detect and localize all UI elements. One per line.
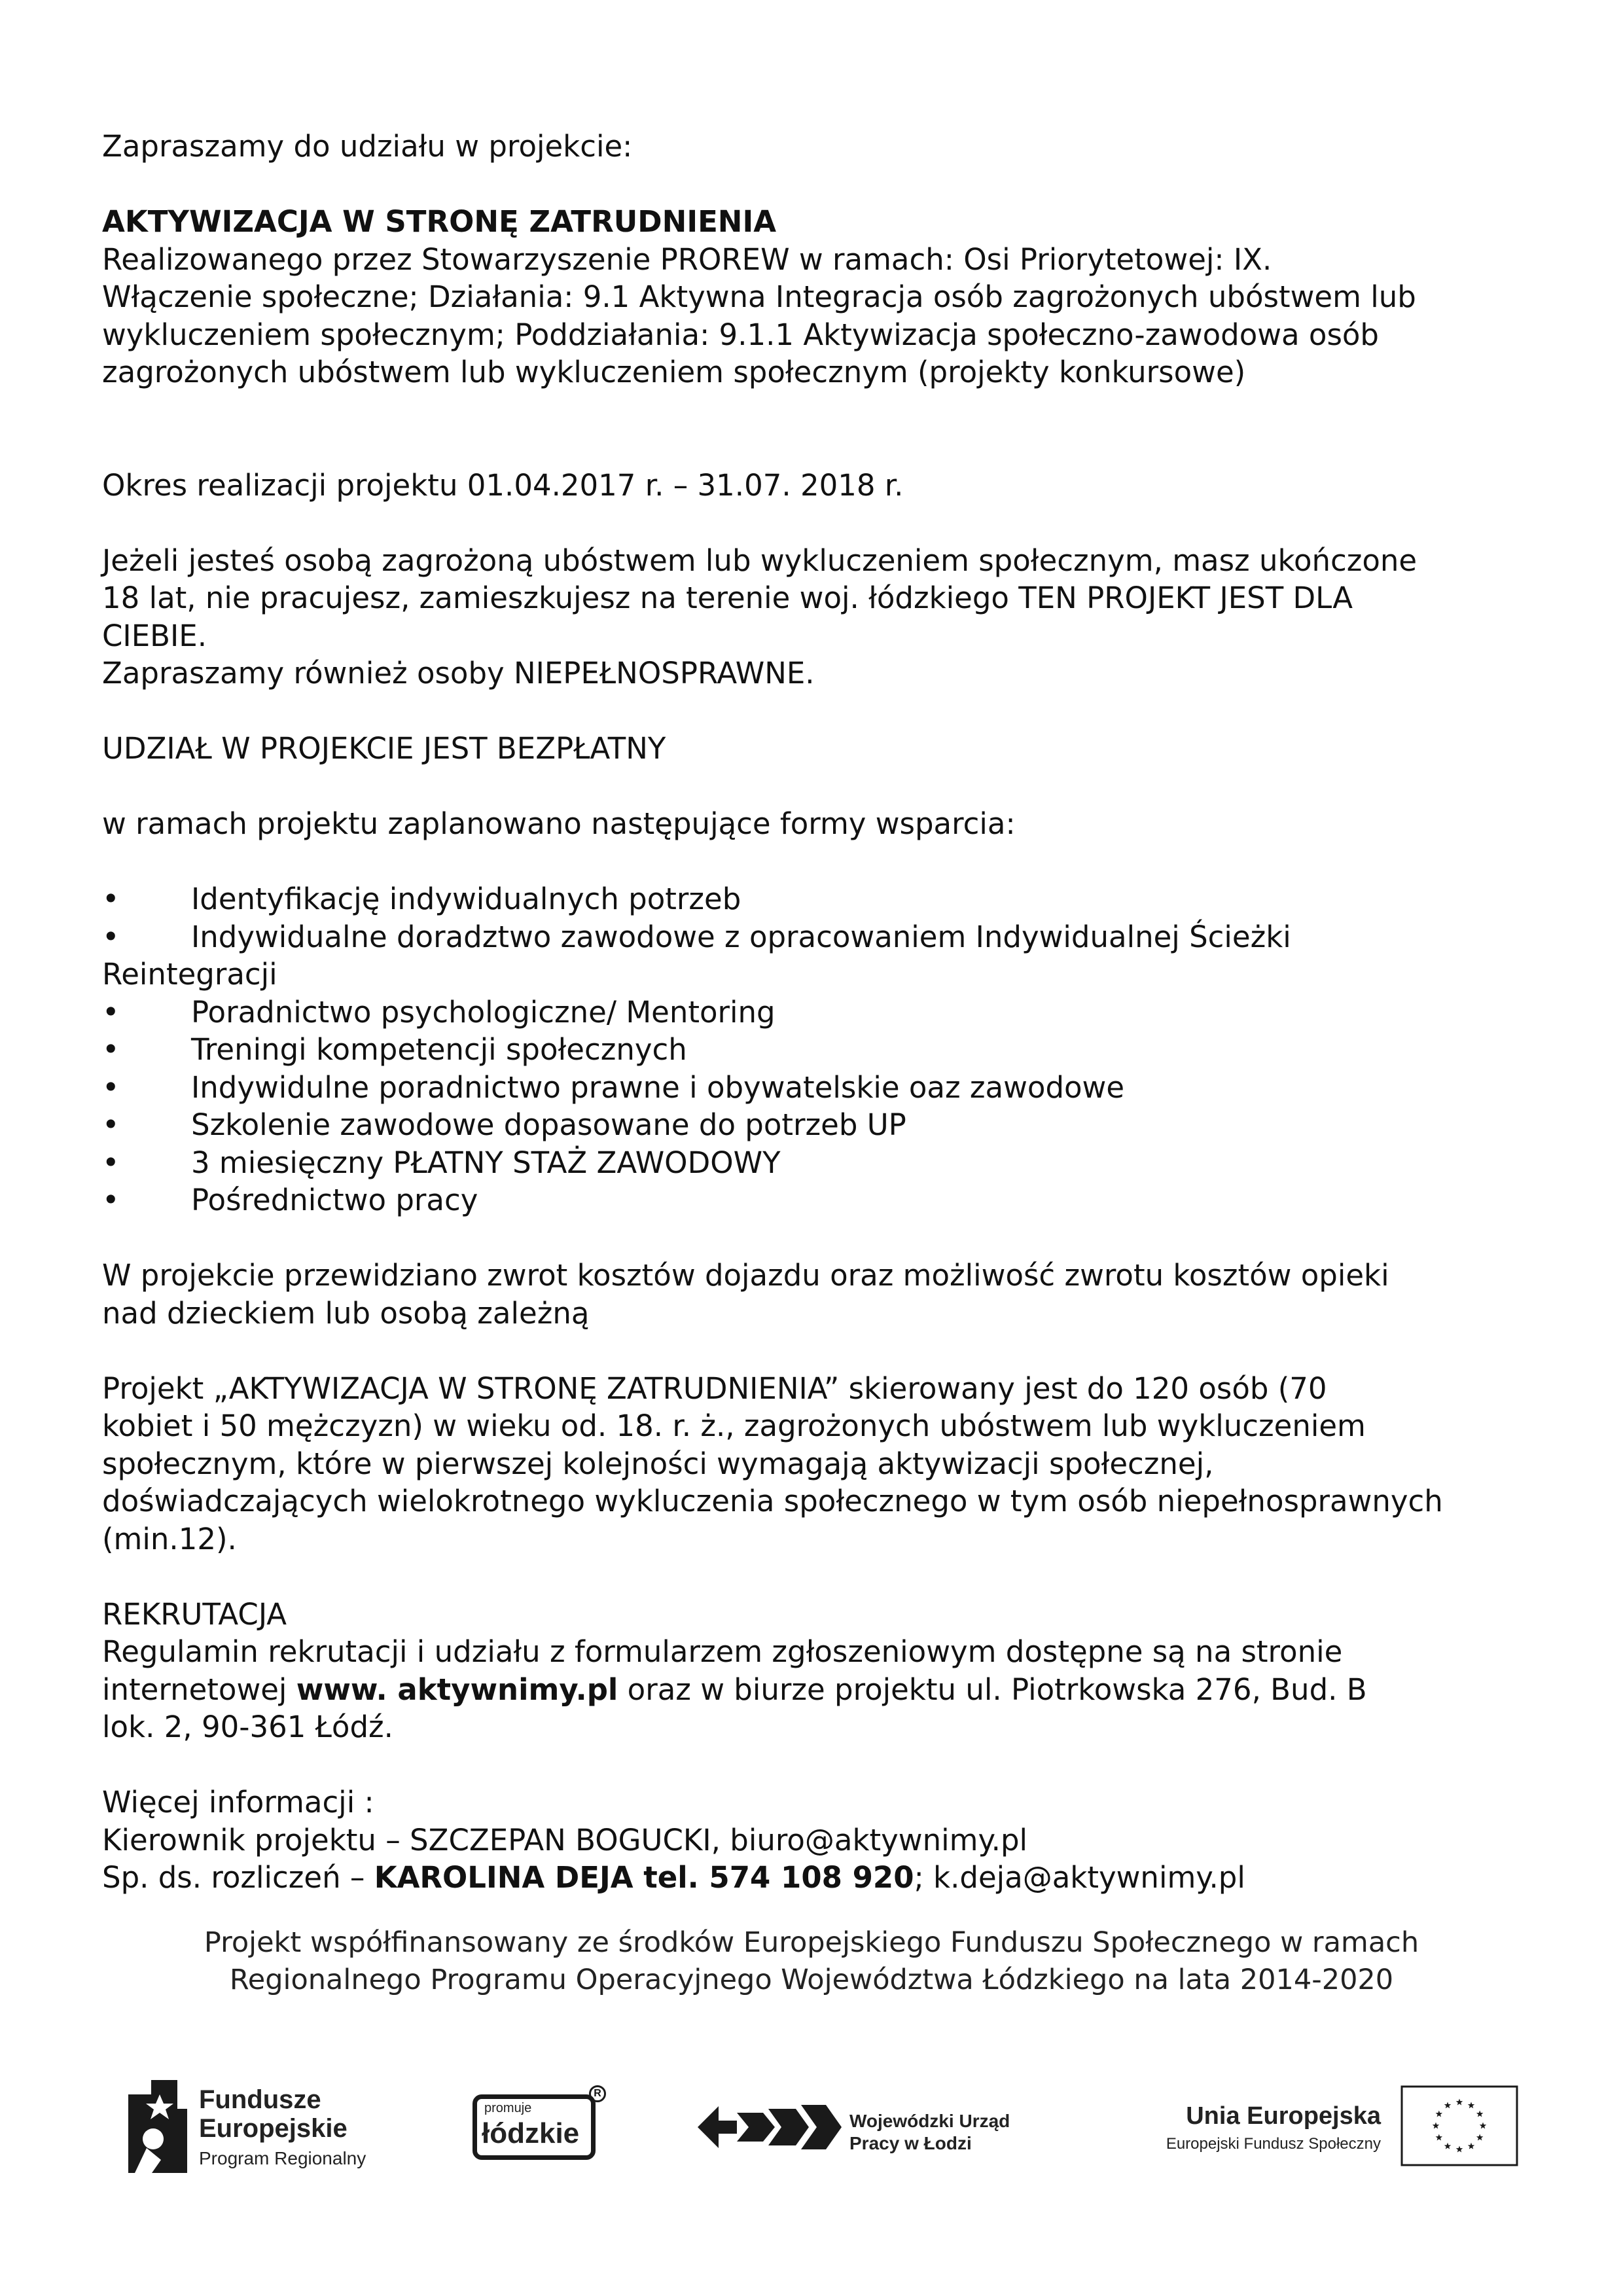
- ue-line-2: Europejski Fundusz Społeczny: [1166, 2135, 1381, 2153]
- wup-arrows-icon: [698, 2094, 842, 2160]
- fe-line-1: Fundusze: [199, 2085, 321, 2114]
- blank-line: [102, 429, 1529, 467]
- lodzkie-logo: [469, 2085, 619, 2170]
- fe-line-2: Europejskie: [199, 2114, 348, 2143]
- blank-line: [102, 843, 1529, 881]
- blank-line: [102, 391, 1529, 429]
- bullet-icon: •: [102, 1069, 120, 1105]
- cofinancing-note: [0, 1924, 1623, 1999]
- rekrutacja-heading: REKRUTACJA: [102, 1596, 287, 1632]
- rekrutacja-line-2-post: oraz w biurze projektu ul. Piotrkowska 276, Bud. B: [618, 1672, 1367, 1707]
- blank-line: [102, 692, 1529, 730]
- document-body: [102, 128, 1529, 1897]
- bullet-icon: •: [102, 919, 120, 954]
- blank-line: [102, 1746, 1529, 1784]
- unia-europejska-logo: [1106, 2081, 1518, 2179]
- list-item: [102, 994, 1529, 1031]
- blank-line: [102, 1219, 1529, 1257]
- list-item-text: Szkolenie zawodowe dopasowane do potrzeb UP: [191, 1107, 906, 1142]
- jezeli-line-3: CIEBIE.: [102, 618, 207, 653]
- registered-mark-icon: [589, 2085, 606, 2102]
- rekrutacja-line-1: Regulamin rekrutacji i udziału z formularzem zgłoszeniowym dostępne są na stronie: [102, 1634, 1343, 1669]
- rozliczen-pre: Sp. ds. rozliczeń –: [102, 1860, 374, 1895]
- rozliczen-name-phone: KAROLINA DEJA tel. 574 108 920: [374, 1860, 914, 1895]
- lodzkie-big-text: łódzkie: [482, 2117, 580, 2149]
- bullet-icon: •: [102, 1183, 120, 1217]
- list-item-text: 3 miesięczny PŁATNY STAŻ ZAWODOWY: [191, 1145, 781, 1180]
- list-item-text: Poradnictwo psychologiczne/ Mentoring: [191, 994, 776, 1030]
- formy-wsparcia-intro: w ramach projektu zaplanowano następujące formy wsparcia:: [102, 806, 1016, 841]
- bullet-icon: •: [102, 882, 120, 916]
- jezeli-line-2: 18 lat, nie pracujesz, zamieszkujesz na terenie woj. łódzkiego TEN PROJEKT JEST DLA: [102, 581, 1353, 615]
- list-item: [102, 1031, 1529, 1069]
- logo-strip: [0, 2062, 1623, 2193]
- projekt-line-5: (min.12).: [102, 1521, 237, 1556]
- fundusze-europejskie-logo: [122, 2075, 397, 2183]
- list-item-text: Treningi kompetencji społecznych: [191, 1032, 687, 1067]
- bullet-icon: •: [102, 1145, 120, 1180]
- project-title: AKTYWIZACJA W STRONĘ ZATRUDNIENIA: [102, 204, 777, 239]
- list-item: [102, 918, 1529, 956]
- projekt-line-2: kobiet i 50 mężczyzn) w wieku od. 18. r. ż., zagrożonych ubóstwem lub wykluczeniem: [102, 1408, 1366, 1443]
- jezeli-line-1: Jeżeli jesteś osobą zagrożoną ubóstwem lub wykluczeniem społecznym, masz ukończone: [102, 543, 1418, 578]
- registered-mark-letter: R: [594, 2088, 601, 2099]
- list-item-text: Indywidulne poradnictwo prawne i obywatelskie oaz zawodowe: [191, 1069, 1125, 1105]
- blank-line: [102, 1332, 1529, 1370]
- realizowanego-line-1: Realizowanego przez Stowarzyszenie PROREW w ramach: Osi Priorytetowej: IX.: [102, 242, 1272, 277]
- rekrutacja-line-2: [102, 1671, 1529, 1709]
- list-item: [102, 1144, 1529, 1182]
- zapraszamy-niepelnosprawne: Zapraszamy również osoby NIEPEŁNOSPRAWNE.: [102, 656, 815, 691]
- wiecej-informacji: Więcej informacji :: [102, 1785, 374, 1820]
- blank-line: [102, 166, 1529, 204]
- intro-text: Zapraszamy do udziału w projekcie:: [102, 129, 633, 164]
- blank-line: [102, 504, 1529, 542]
- eu-flag-icon: [1400, 2085, 1518, 2166]
- bullet-icon: •: [102, 1032, 120, 1067]
- rozliczen-email: ; k.deja@aktywnimy.pl: [914, 1860, 1245, 1895]
- website-link[interactable]: www. aktywnimy.pl: [296, 1672, 618, 1707]
- rekrutacja-line-2-pre: internetowej: [102, 1672, 296, 1707]
- list-item: [102, 1106, 1529, 1144]
- projekt-line-4: doświadczających wielokrotnego wykluczenia społecznego w tym osób niepełnosprawnych: [102, 1484, 1443, 1518]
- realizowanego-line-3: wykluczeniem społecznym; Poddziałania: 9.1.1 Aktywizacja społeczno-zawodowa osób: [102, 317, 1379, 352]
- zwrot-line-1: W projekcie przewidziano zwrot kosztów dojazdu oraz możliwość zwrotu kosztów opieki: [102, 1258, 1389, 1293]
- list-item-text: Identyfikację indywidualnych potrzeb: [191, 882, 741, 916]
- wup-lodz-logo: [698, 2094, 1038, 2166]
- bullet-icon: •: [102, 1107, 120, 1142]
- bullet-icon: •: [102, 994, 120, 1030]
- realizowanego-line-4: zagrożonych ubóstwem lub wykluczeniem społecznym (projekty konkursowe): [102, 355, 1246, 389]
- list-item-continuation: Reintegracji: [102, 957, 277, 992]
- cofinancing-line-2: Regionalnego Programu Operacyjnego Województwa Łódzkiego na lata 2014-2020: [229, 1964, 1394, 1996]
- projekt-line-1: Projekt „AKTYWIZACJA W STRONĘ ZATRUDNIENIA” skierowany jest do 120 osób (70: [102, 1371, 1327, 1406]
- list-item-text: Indywidualne doradztwo zawodowe z opracowaniem Indywidualnej Ścieżki: [191, 919, 1291, 954]
- list-item: [102, 1069, 1529, 1107]
- wup-line-1: Wojewódzki Urząd: [849, 2111, 1010, 2131]
- ue-line-1: Unia Europejska: [1186, 2102, 1381, 2130]
- fe-line-3: Program Regionalny: [199, 2148, 366, 2168]
- fundusze-europejskie-mark-icon: [122, 2075, 194, 2179]
- lodzkie-small-text: promuje: [484, 2101, 532, 2115]
- list-item: [102, 880, 1529, 918]
- blank-line: [102, 1558, 1529, 1596]
- zwrot-line-2: nad dzieckiem lub osobą zależną: [102, 1295, 590, 1331]
- wup-line-2: Pracy w Łodzi: [849, 2133, 972, 2153]
- kierownik-projektu: Kierownik projektu – SZCZEPAN BOGUCKI, biuro@aktywnimy.pl: [102, 1822, 1028, 1857]
- rozliczen-contact: [102, 1859, 1529, 1897]
- blank-line: [102, 768, 1529, 806]
- list-item: [102, 1181, 1529, 1219]
- projekt-line-3: społecznym, które w pierwszej kolejności wymagają aktywizacji społecznej,: [102, 1446, 1214, 1481]
- rekrutacja-line-3: lok. 2, 90-361 Łódź.: [102, 1710, 393, 1744]
- cofinancing-line-1: Projekt współfinansowany ze środków Europejskiego Funduszu Społecznego w ramach: [204, 1926, 1419, 1959]
- realizowanego-line-2: Włączenie społeczne; Działania: 9.1 Aktywna Integracja osób zagrożonych ubóstwem lub: [102, 279, 1416, 314]
- okres-realizacji: Okres realizacji projektu 01.04.2017 r. – 31.07. 2018 r.: [102, 467, 904, 503]
- udzial-bezplatny: UDZIAŁ W PROJEKCIE JEST BEZPŁATNY: [102, 731, 666, 766]
- list-item-text: Pośrednictwo pracy: [191, 1183, 478, 1217]
